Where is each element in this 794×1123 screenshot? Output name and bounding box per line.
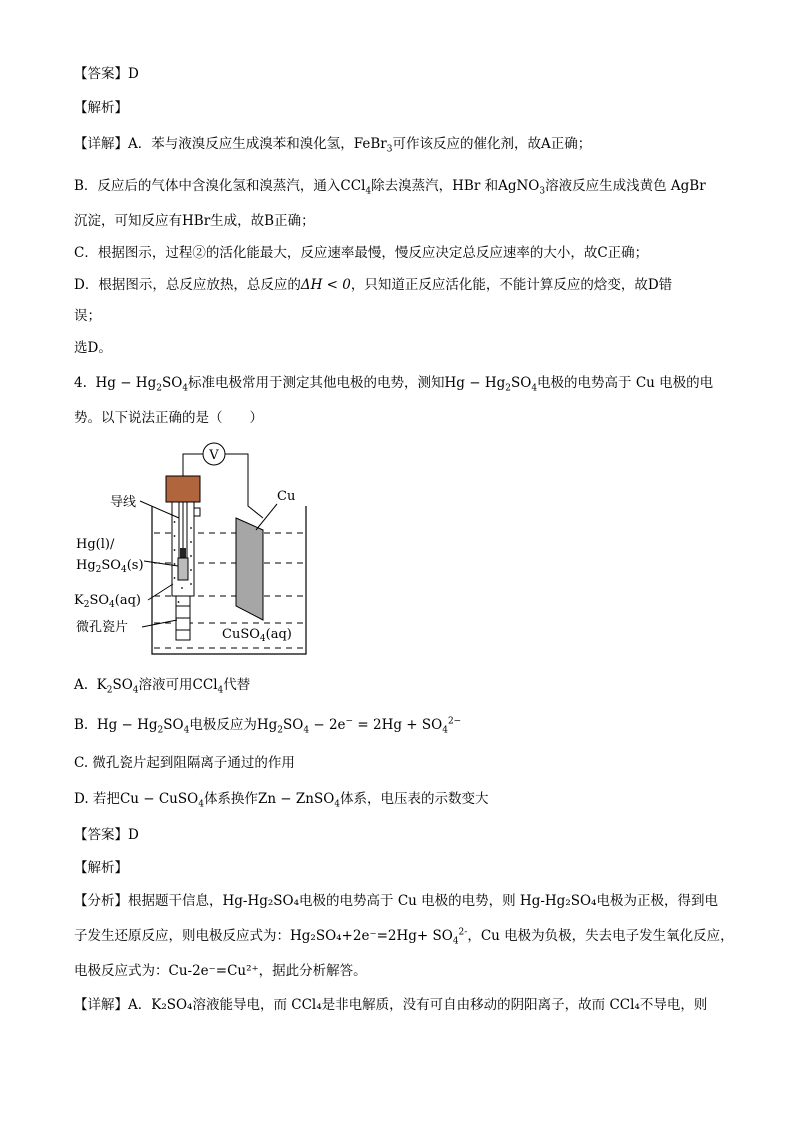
frit-leader	[142, 620, 177, 627]
q4-text-b: 电极的电势高于 Cu 电极的电	[537, 375, 714, 391]
detail-d-line2: 误；	[74, 308, 101, 324]
voltmeter-label: V	[209, 448, 219, 463]
cu-label: Cu	[277, 489, 296, 504]
analysis-line3: 电极反应式为：Cu-2e⁻=Cu²⁺，据此分析解答。	[74, 963, 367, 979]
electrochem-diagram	[70, 438, 330, 660]
option-d: D. 若把Cu − CuSO$_4$体系换作Zn − ZnSO$_4$体系，电压表的示数变大	[74, 791, 489, 810]
b2b: 生成，故B正确；	[210, 213, 315, 229]
hg-label-2: $Hg_2SO_4(s)$	[76, 558, 144, 575]
detail-b-line1	[74, 176, 706, 196]
detail-line: 【详解】A．K₂SO₄溶液能导电，而 CCl₄是非电解质，没有可自由移动的阴阳离子，故而 CCl₄不导电，则	[74, 997, 708, 1013]
side-nub	[194, 508, 200, 516]
answer-label-1: 【答案】D	[74, 66, 139, 82]
option-c: C. 微孔瓷片起到阻隔离子通过的作用	[74, 755, 295, 771]
cuso4-label: CuSO$_4$(aq)	[222, 627, 292, 644]
ccl-sub: 4	[365, 186, 372, 197]
detail-a	[74, 134, 591, 154]
frit-label: 微孔瓷片	[76, 620, 129, 635]
wire-label: 导线	[110, 495, 137, 510]
q4-text-a: 标准电极常用于测定其他电极的电势，测知	[188, 375, 445, 391]
q4-line2: 势。以下说法正确的是（ ）	[74, 410, 263, 426]
f1s: 2	[156, 383, 162, 394]
d1a: D．根据图示，总反应放热，总反应的	[74, 277, 301, 293]
q4-line1	[74, 373, 713, 393]
wire-left	[183, 454, 203, 476]
k2so4-label: $K_2SO_4(aq)$	[74, 593, 141, 610]
analysis-line1: 【分析】根据题干信息，Hg-Hg₂SO₄电极的电势高于 Cu 电极的电势，则 Hg-Hg₂SO₄电极为正极，得到电	[74, 893, 718, 909]
hg-drop	[180, 548, 186, 558]
delta-h: ΔH < 0	[300, 277, 351, 293]
hg-label-1: Hg(l)/	[76, 537, 115, 552]
d1b: ，只知道正反应活化能，不能计算反应的焓变，故D错	[350, 277, 673, 293]
stopper	[166, 476, 200, 502]
analysis-label-2: 【解析】	[74, 860, 128, 876]
b1b: 除去溴蒸汽，HBr 和	[371, 178, 499, 194]
analysis-line2: 子发生还原反应，则电极反应式为：$Hg_2SO_4+2e^-=2Hg+ SO_4^{2-}$，Cu 电极为负极，失去电子发生氧化反应，	[74, 927, 734, 947]
hbr: HBr	[182, 213, 211, 229]
cu-plate	[236, 518, 263, 620]
f2bs: 4	[531, 383, 538, 394]
option-b: B. $Hg - Hg_2SO_4$电极反应为$Hg_2SO_4 - 2e^- = 2Hg + SO_4^{2-}$	[74, 716, 462, 736]
f1: Hg − Hg	[95, 375, 157, 391]
detail-b-line2	[74, 211, 315, 231]
ccl-formula: CCl	[340, 178, 366, 194]
detail-a-suffix: 可作该反应的催化剂，故A正确；	[392, 136, 592, 152]
f1b: SO	[161, 375, 183, 391]
f2s: 2	[505, 383, 511, 394]
f2b: SO	[510, 375, 532, 391]
agno-sub: 3	[539, 186, 546, 197]
q4-num: 4.	[74, 375, 87, 391]
detail-a-prefix: 【详解】A．苯与液溴反应生成溴苯和溴化氢，	[74, 136, 354, 152]
agno-formula: AgNO	[498, 178, 540, 194]
analysis-label-1: 【解析】	[74, 100, 128, 116]
febr-sub: 3	[386, 144, 393, 155]
detail-c: C．根据图示，过程②的活化能最大，反应速率最慢，慢反应决定总反应速率的大小，故C正确；	[74, 245, 649, 261]
b1c: 溶液反应生成浅黄色 AgBr	[545, 178, 706, 194]
febr-formula: FeBr	[353, 136, 387, 152]
option-a: A. $K_2SO_4$溶液可用CCl$_4$代替	[74, 677, 251, 696]
f2: Hg − Hg	[444, 375, 506, 391]
cu-leader	[256, 504, 277, 530]
wire-right	[225, 454, 263, 518]
select-line: 选D。	[74, 340, 112, 356]
answer-label-2: 【答案】D	[74, 827, 139, 843]
b1a: B．反应后的气体中含溴化氢和溴蒸汽，通入	[74, 178, 341, 194]
detail-d-line1	[74, 275, 672, 295]
b2a: 沉淀，可知反应有	[74, 213, 182, 229]
hg2so4-paste	[178, 558, 188, 580]
f1bs: 4	[182, 383, 189, 394]
